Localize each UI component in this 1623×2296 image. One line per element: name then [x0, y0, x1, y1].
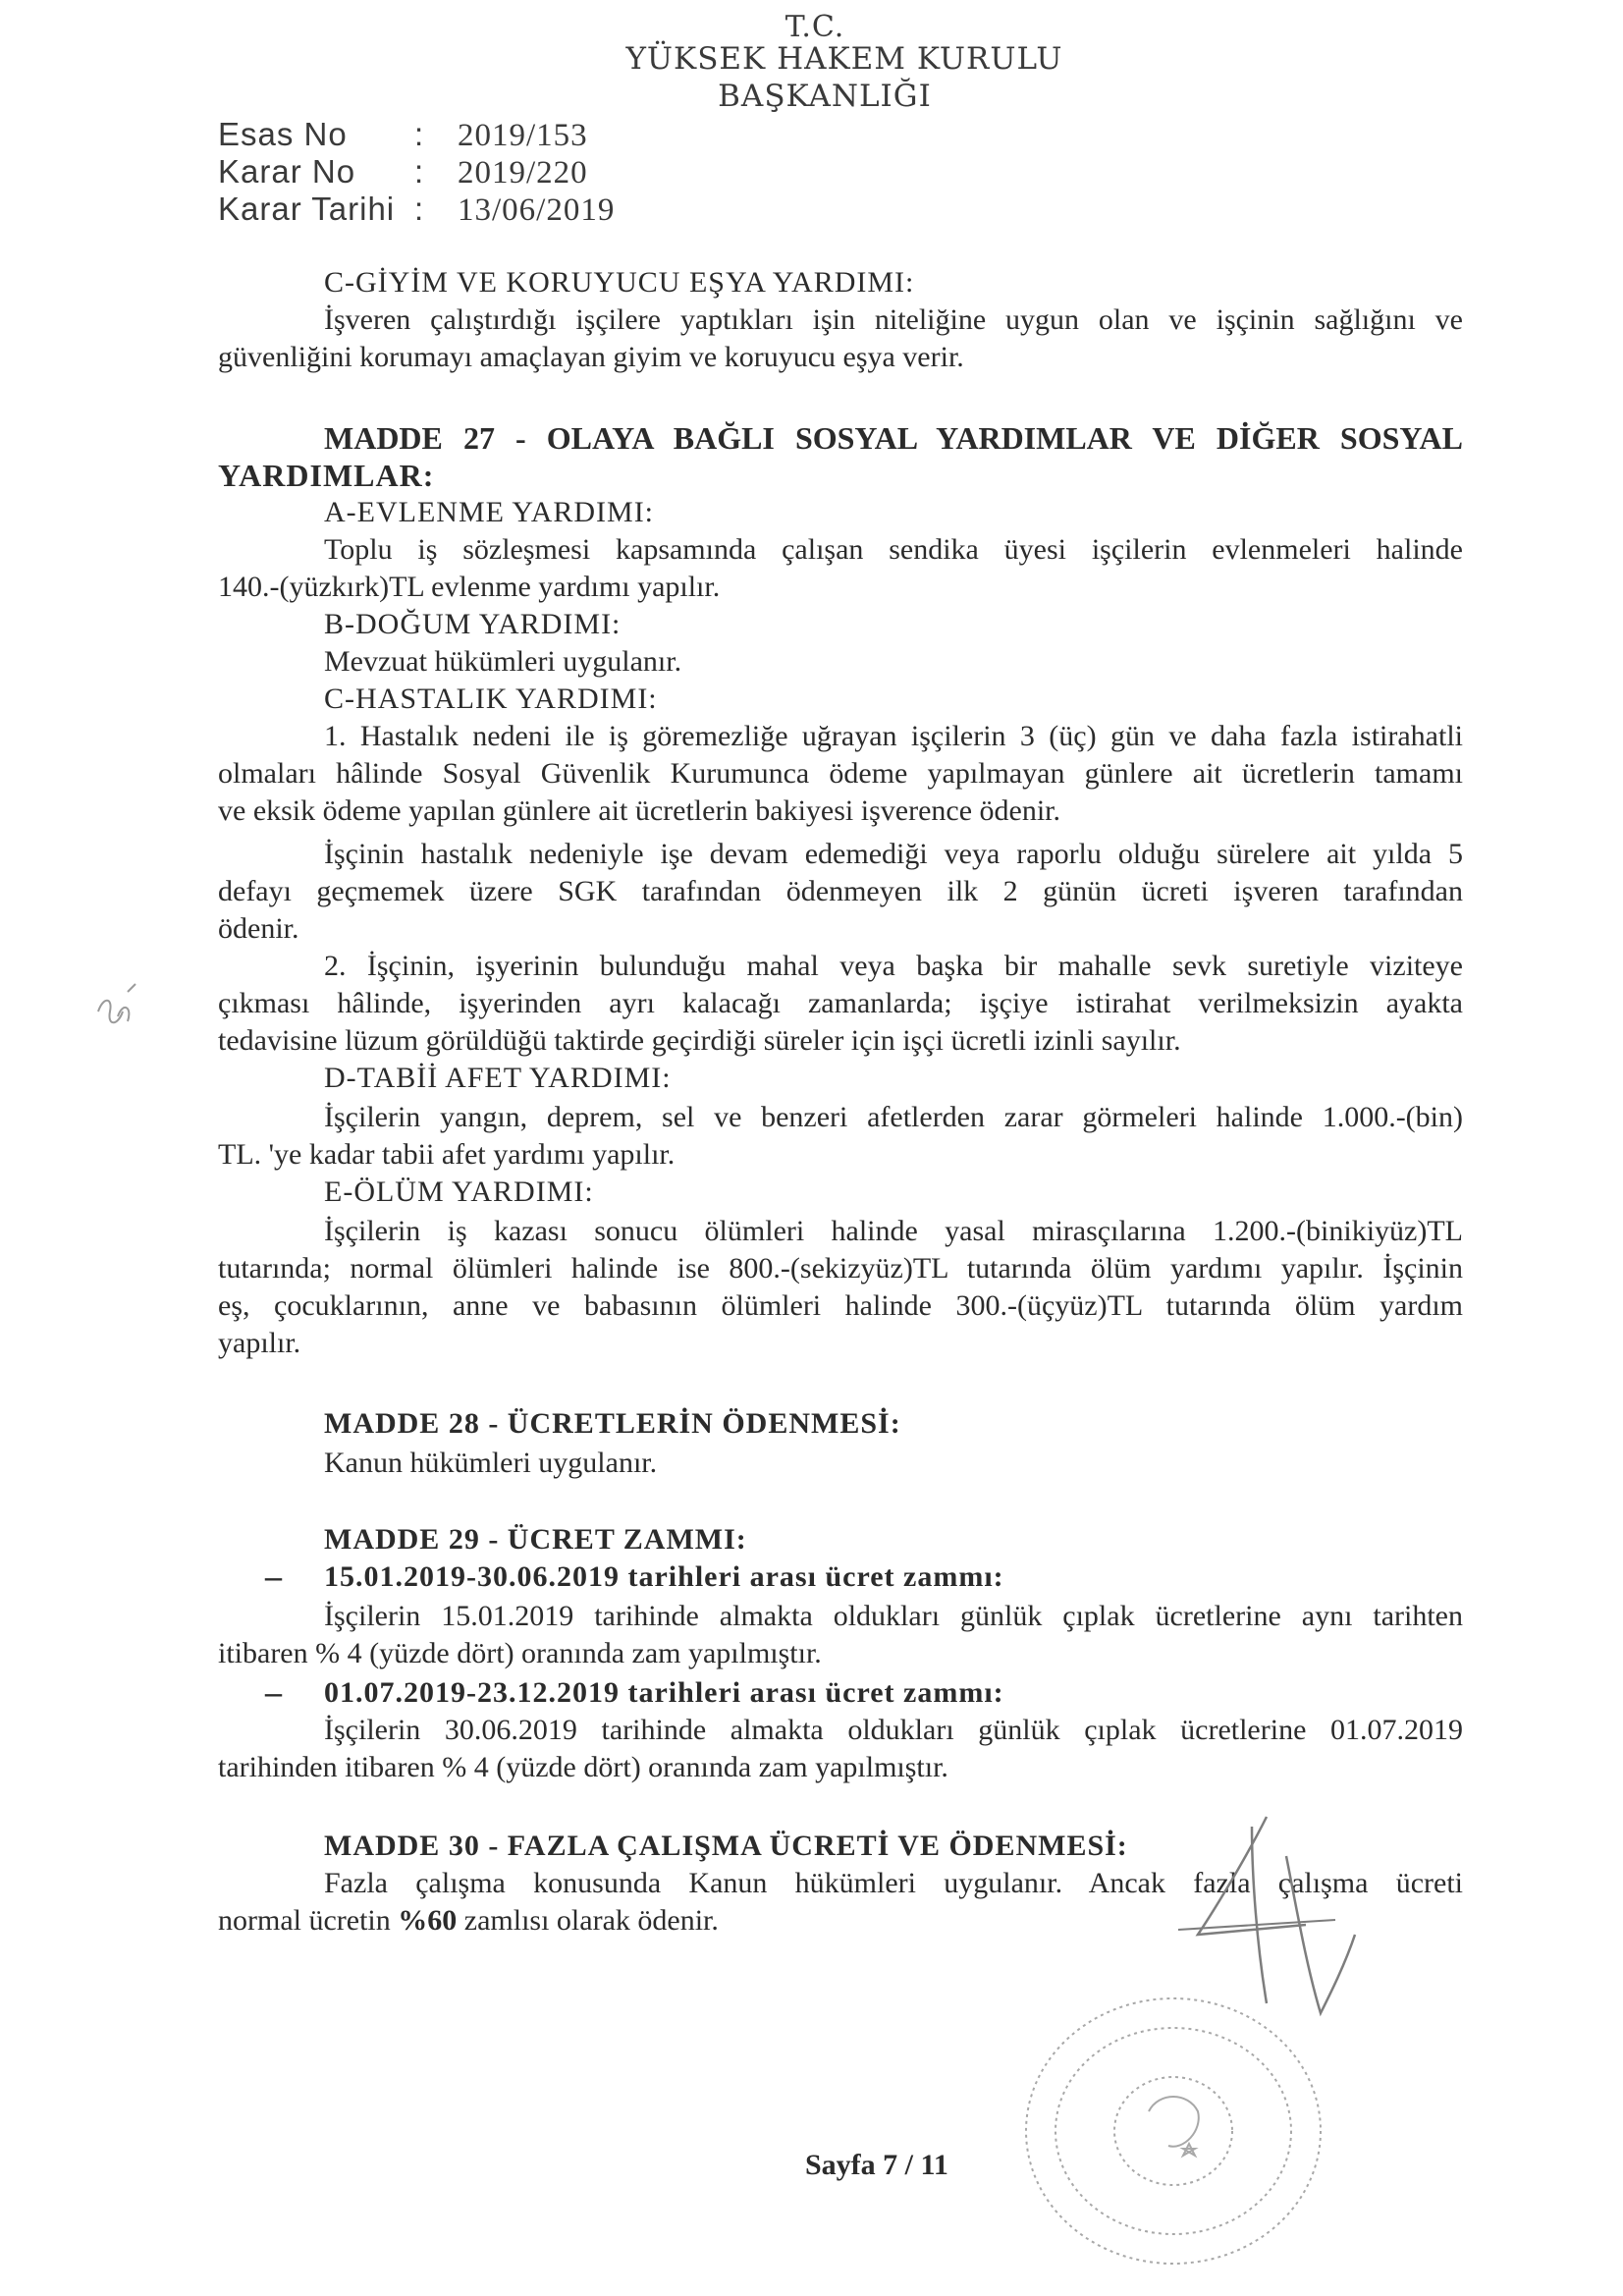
paragraph-line: eş, çocuklarının, anne ve babasının ölümleri halinde 300.-(üçyüz)TL tutarında ölüm yardım: [218, 1289, 1463, 1322]
paragraph-line: 2. İşçinin, işyerinin bulunduğu mahal veya başka bir mahalle sevk suretiyle viziteye: [324, 950, 1463, 982]
paragraph-line: İşçilerin yangın, deprem, sel ve benzeri afetlerden zarar görmeleri halinde 1.000.-(bin): [324, 1101, 1463, 1133]
paragraph-line: İşçinin hastalık nedeniyle işe devam edemediği veya raporlu olduğu sürelere ait yılda 5: [324, 838, 1463, 870]
paragraph-line: tarihinden itibaren % 4 (yüzde dört) oranında zam yapılmıştır.: [218, 1751, 948, 1783]
paragraph-line: İşçilerin 30.06.2019 tarihinde almakta oldukları günlük çıplak ücretlerine 01.07.2019: [324, 1714, 1463, 1746]
text-run: zamlısı olarak ödenir.: [457, 1904, 719, 1937]
meta-karar-tarihi: [218, 191, 615, 229]
subsection-olum: E-ÖLÜM YARDIMI:: [324, 1175, 594, 1208]
paragraph-line: çıkması hâlinde, işyerinden ayrı kalacağı zamanlarda; işçiye istirahat verilmeksizin ayakta: [218, 987, 1463, 1019]
meta-colon: :: [414, 153, 425, 190]
meta-value: 2019/220: [458, 155, 588, 191]
meta-label: Karar No: [218, 153, 356, 190]
paragraph-line: İşçilerin iş kazası sonucu ölümleri halinde yasal mirasçılarına 1.200.-(binikiyüz)TL: [324, 1215, 1463, 1247]
header-department: BAŞKANLIĞI: [718, 79, 932, 114]
article-title-28: MADDE 28 - ÜCRETLERİN ÖDENMESİ:: [324, 1407, 901, 1440]
paragraph-line: tutarında; normal ölümleri halinde ise 800.-(sekizyüz)TL tutarında ölüm yardımı yapılır. İşçinin: [218, 1252, 1463, 1285]
paragraph-line: itibaren % 4 (yüzde dört) oranında zam yapılmıştır.: [218, 1637, 822, 1669]
paragraph-line: 1. Hastalık nedeni ile iş göremezliğe uğrayan işçilerin 3 (üç) gün ve daha fazla istirahatli: [324, 720, 1463, 752]
paragraph-line: Fazla çalışma konusunda Kanun hükümleri uygulanır. Ancak fazla çalışma ücreti: [324, 1867, 1463, 1899]
subsection-hastalik: C-HASTALIK YARDIMI:: [324, 683, 658, 715]
list-dash: –: [265, 1674, 282, 1711]
paragraph-line: İşçilerin 15.01.2019 tarihinde almakta oldukları günlük çıplak ücretlerine aynı tarihten: [324, 1600, 1463, 1632]
meta-label: Karar Tarihi: [218, 191, 396, 227]
paragraph-line: defayı geçmemek üzere SGK tarafından ödenmeyen ilk 2 günün ücreti işveren tarafından: [218, 875, 1463, 907]
paragraph-line: [218, 1903, 719, 1939]
official-seal: [1011, 1984, 1335, 2278]
subsection-evlenme: A-EVLENME YARDIMI:: [324, 496, 655, 528]
meta-value: 2019/153: [458, 118, 588, 153]
article-title-27: MADDE 27 - OLAYA BAĞLI SOSYAL YARDIMLAR VE DİĞER SOSYAL: [324, 420, 1463, 456]
subsection-afet: D-TABİİ AFET YARDIMI:: [324, 1062, 672, 1094]
paragraph-line: İşveren çalıştırdığı işçilere yaptıkları işin niteliğine uygun olan ve işçinin sağlığını ve: [324, 303, 1463, 336]
subsection-zam-1: 15.01.2019-30.06.2019 tarihleri arası ücret zammı:: [324, 1560, 1004, 1593]
paragraph-line: tedavisine lüzum görüldüğü taktirde geçirdiği süreler için işçi ücretli izinli sayılır.: [218, 1024, 1181, 1057]
paragraph-line: yapılır.: [218, 1327, 301, 1359]
paragraph-line: ödenir.: [218, 912, 299, 945]
initials-mark: [88, 972, 147, 1041]
article-title-27-cont: YARDIMLAR:: [218, 458, 435, 493]
subsection-zam-2: 01.07.2019-23.12.2019 tarihleri arası ücret zammı:: [324, 1676, 1004, 1709]
percent-value: %60: [398, 1904, 458, 1937]
meta-colon: :: [414, 116, 425, 152]
article-title-30: MADDE 30 - FAZLA ÇALIŞMA ÜCRETİ VE ÖDENMESİ:: [324, 1830, 1128, 1862]
paragraph-line: 140.-(yüzkırk)TL evlenme yardımı yapılır.: [218, 571, 721, 603]
meta-value: 13/06/2019: [458, 192, 616, 228]
article-title-29: MADDE 29 - ÜCRET ZAMMI:: [324, 1523, 747, 1556]
section-title-giyim: C-GİYİM VE KORUYUCU EŞYA YARDIMI:: [324, 266, 915, 299]
subsection-dogum: B-DOĞUM YARDIMI:: [324, 608, 622, 640]
paragraph-line: güvenliğini korumayı amaçlayan giyim ve koruyucu eşya verir.: [218, 341, 964, 373]
meta-colon: :: [414, 191, 425, 227]
page-number: Sayfa 7 / 11: [805, 2149, 948, 2181]
paragraph-line: Kanun hükümleri uygulanır.: [324, 1447, 658, 1479]
paragraph-line: Toplu iş sözleşmesi kapsamında çalışan sendika üyesi işçilerin evlenmeleri halinde: [324, 533, 1463, 566]
header-tc: T.C.: [784, 10, 845, 44]
text-run: normal ücretin: [218, 1904, 399, 1937]
meta-esas-no: [218, 116, 588, 154]
paragraph-line: Mevzuat hükümleri uygulanır.: [324, 645, 682, 678]
list-dash: –: [265, 1558, 282, 1595]
header-institution: YÜKSEK HAKEM KURULU: [625, 41, 1063, 77]
paragraph-line: TL. 'ye kadar tabii afet yardımı yapılır.: [218, 1138, 676, 1171]
meta-karar-no: [218, 153, 588, 191]
paragraph-line: olmaları hâlinde Sosyal Güvenlik Kurumunca ödeme yapılmayan günlere ait ücretlerin tamamı: [218, 757, 1463, 790]
meta-label: Esas No: [218, 116, 348, 152]
paragraph-line: ve eksik ödeme yapılan günlere ait ücretlerin bakiyesi işverence ödenir.: [218, 794, 1061, 827]
